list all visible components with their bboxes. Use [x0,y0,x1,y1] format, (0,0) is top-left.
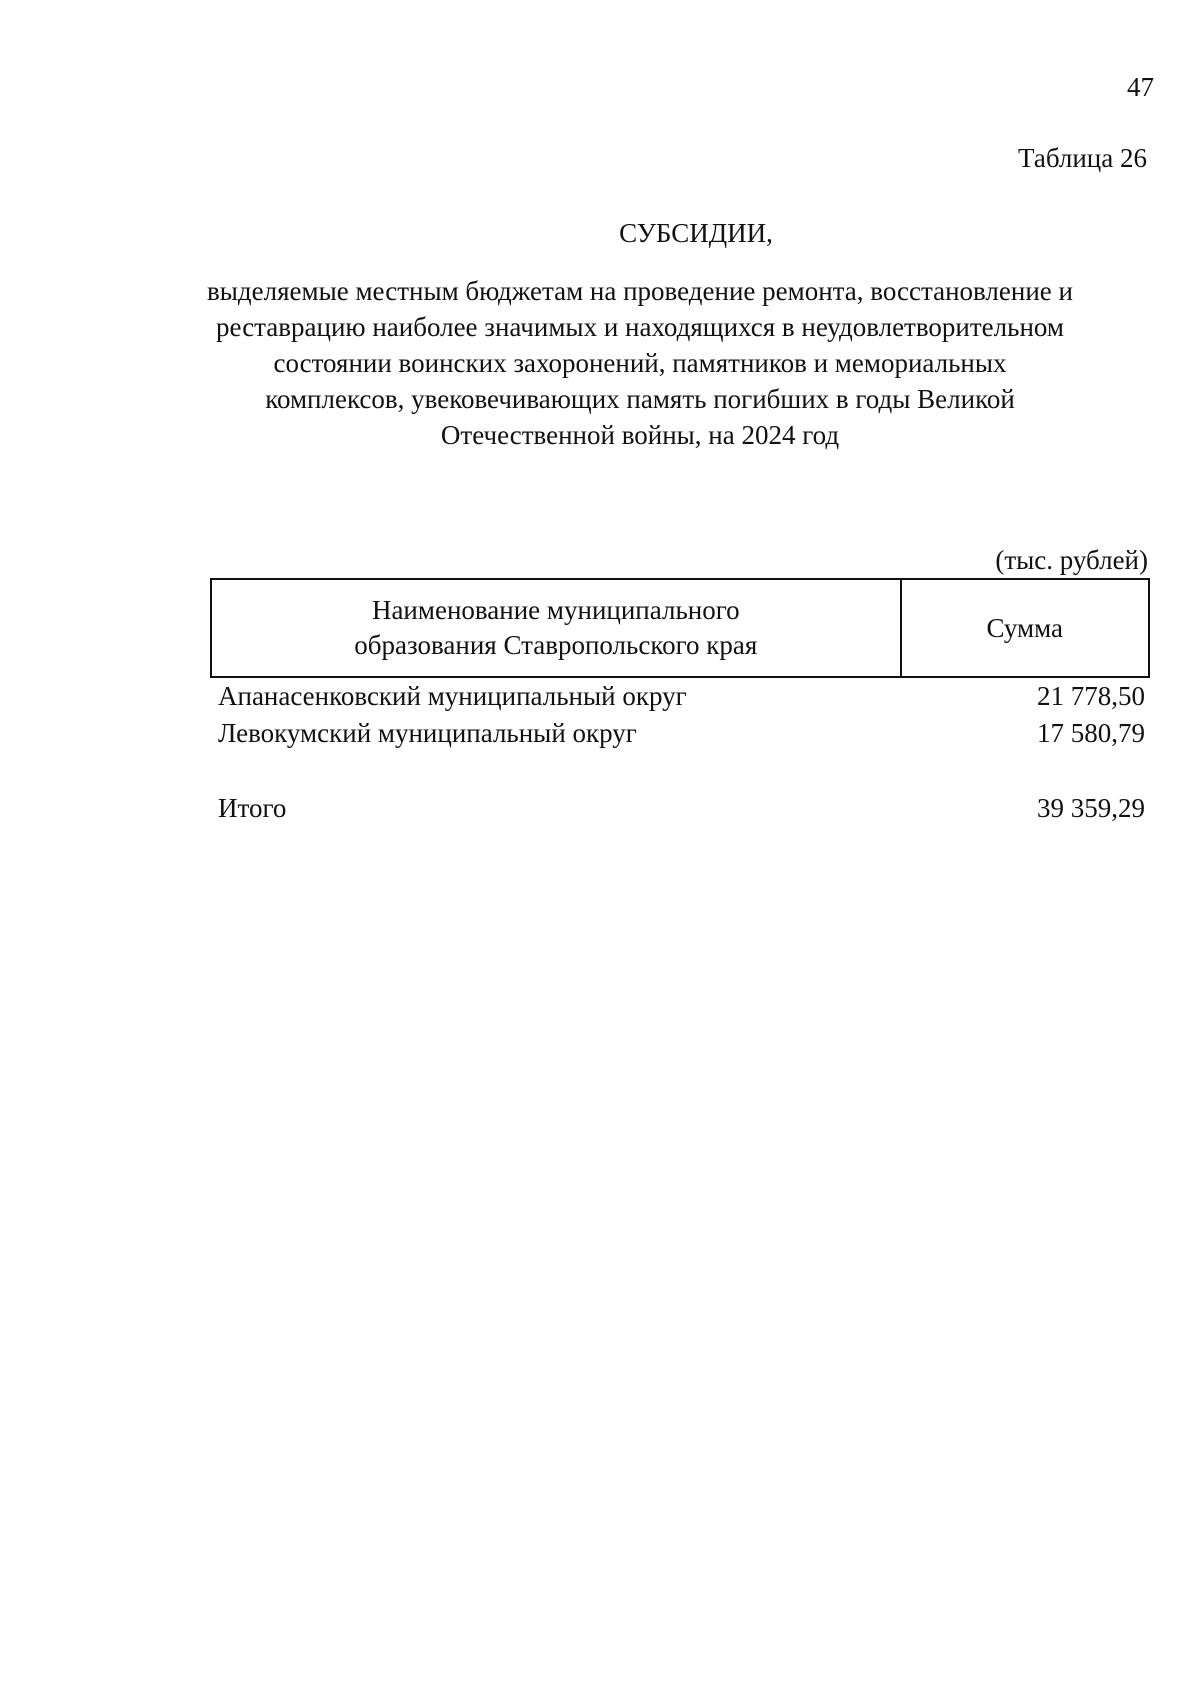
municipality-name: Апанасенковский муниципальный округ [218,681,687,711]
table-header-row [211,579,1149,677]
table-row [211,715,1149,752]
header-municipality-line: образования Ставропольского края [354,630,758,660]
document-title: СУБСИДИИ, [619,218,773,248]
subtitle-line: выделяемые местным бюджетам на проведение ремонта, восстановление и [207,276,1073,306]
header-municipality-line: Наименование муниципального [371,595,740,625]
document-subtitle [150,273,1130,453]
table-spacer-row [211,752,1149,790]
header-municipality [211,579,901,677]
subtitle-line: Отечественной войны, на 2024 год [440,420,840,450]
subtitle-line: комплексов, увековечивающих память погибших в годы Великой [265,384,1015,414]
table-total-row [211,790,1149,827]
table-row [211,677,1149,715]
page-number: 47 [1127,72,1154,102]
subtitle-line: реставрацию наиболее значимых и находящихся в неудовлетворительном [216,312,1064,342]
table-number: Таблица 26 [1018,143,1147,173]
subsidy-amount: 17 580,79 [1037,718,1145,748]
header-sum: Сумма [901,579,1149,677]
total-label: Итого [218,793,287,823]
subsidy-amount: 21 778,50 [1037,681,1145,711]
total-amount: 39 359,29 [1037,793,1145,823]
subtitle-line: состоянии воинских захоронений, памятников и мемориальных [273,348,1007,378]
spacer-cell [901,752,1149,790]
units-label: (тыс. рублей) [995,545,1148,575]
municipality-name: Левокумский муниципальный округ [218,718,637,748]
spacer-cell [211,752,901,790]
subsidies-table [210,578,1150,827]
